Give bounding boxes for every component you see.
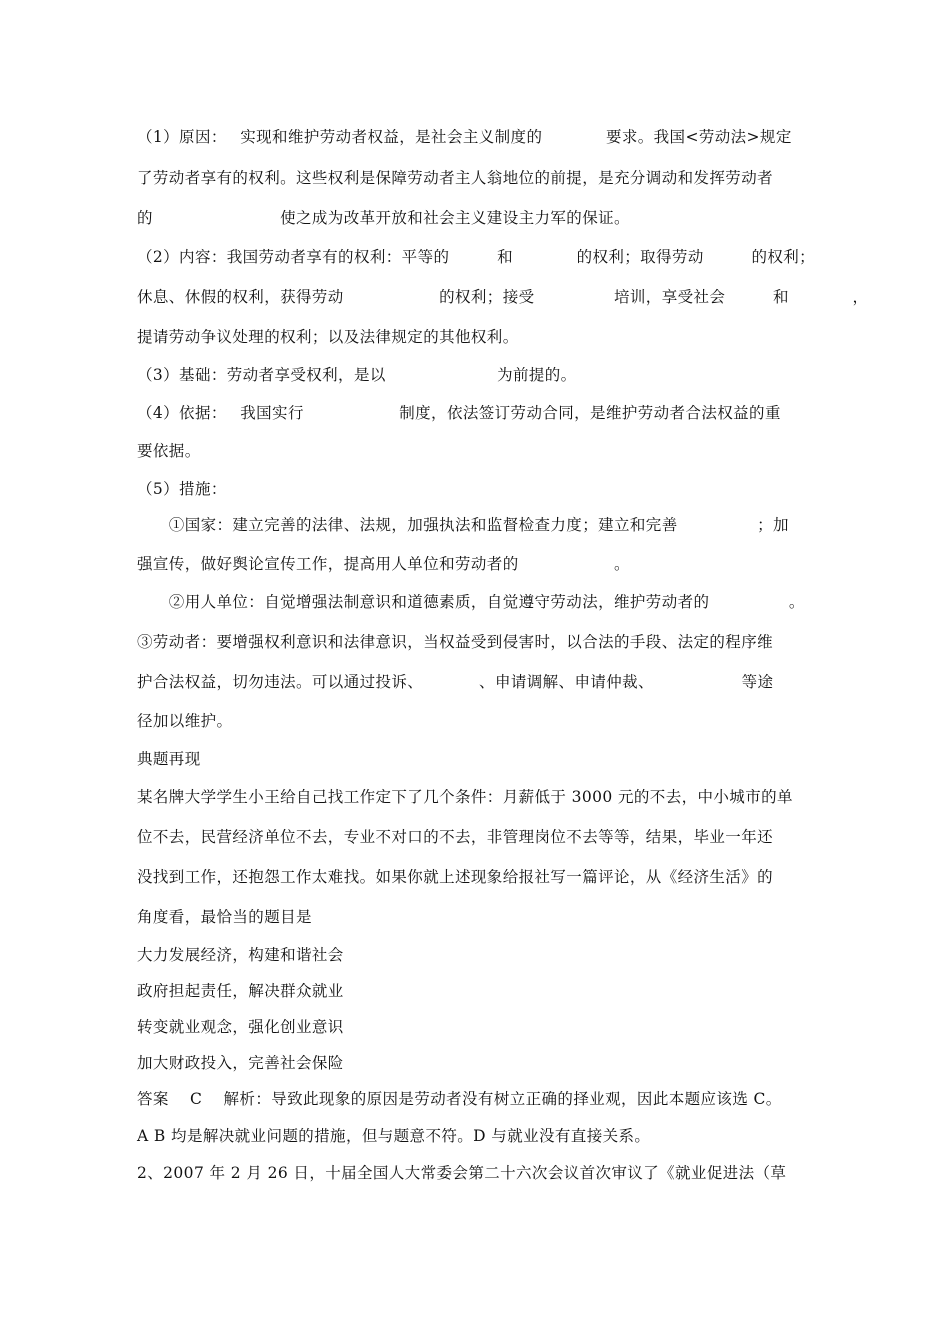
answer-line: 答案 C 解析：导致此现象的原因是劳动者没有树立正确的择业观，因此本题应该选 C。 [137,1090,782,1108]
option-a: 大力发展经济，构建和谐社会 [137,946,344,964]
text-line-12: 强宣传，做好舆论宣传工作，提高用人单位和劳动者的 。 [137,555,630,573]
text-line-20: 没找到工作，还抱怨工作太难找。如果你就上述现象给报社写一篇评论，从《经济生活》的 [137,868,774,886]
text-line-4: （2）内容：我国劳动者享有的权利：平等的 和 的权利；取得劳动 的权利； [137,248,816,266]
text-line-8: （4）依据： 我国实行 制度，依法签订劳动合同，是维护劳动者合法权益的重 [137,404,781,422]
option-c: 转变就业观念，强化创业意识 [137,1018,344,1036]
option-b: 政府担起责任，解决群众就业 [137,982,344,1000]
text-line-21: 角度看，最恰当的题目是 [137,908,312,926]
text-line-5: 休息、休假的权利，获得劳动 的权利；接受 培训，享受社会 和 ， [137,288,869,306]
text-line-13: ②用人单位：自觉增强法制意识和道德素质，自觉遵守劳动法，维护劳动者的 。 [137,593,805,611]
text-line-3: 的 使之成为改革开放和社会主义建设主力军的保证。 [137,209,630,227]
text-line-16: 径加以维护。 [137,712,233,730]
explanation-line: A B 均是解决就业问题的措施，但与题意不符。D 与就业没有直接关系。 [137,1127,651,1145]
text-line-2: 了劳动者享有的权利。这些权利是保障劳动者主人翁地位的前提，是充分调动和发挥劳动者 [137,169,774,187]
text-line-10: （5）措施： [137,480,227,498]
text-line-15: 护合法权益，切勿违法。可以通过投诉、 、申请调解、申请仲裁、 等途 [137,673,774,691]
text-line-28: 2、2007 年 2 月 26 日，十届全国人大常委会第二十六次会议首次审议了《就业促进法（草 [137,1164,787,1182]
text-line-7: （3）基础：劳动者享受权利，是以 为前提的。 [137,366,577,384]
text-line-11: ①国家：建立完善的法律、法规，加强执法和监督检查力度；建立和完善 ；加 [137,516,789,534]
text-line-14: ③劳动者：要增强权利意识和法律意识，当权益受到侵害时，以合法的手段、法定的程序维 [137,633,774,651]
text-line-6: 提请劳动争议处理的权利；以及法律规定的其他权利。 [137,328,519,346]
text-line-19: 位不去，民营经济单位不去，专业不对口的不去，非管理岗位不去等等，结果，毕业一年还 [137,828,774,846]
option-d: 加大财政投入，完善社会保险 [137,1054,344,1072]
text-line-18: 某名牌大学学生小王给自己找工作定下了几个条件：月薪低于 3000 元的不去，中小城市的单 [137,788,793,806]
text-line-1: （1）原因： 实现和维护劳动者权益，是社会主义制度的 要求。我国<劳动法>规定 [137,128,792,146]
text-line-9: 要依据。 [137,442,201,460]
section-heading: 典题再现 [137,750,201,768]
